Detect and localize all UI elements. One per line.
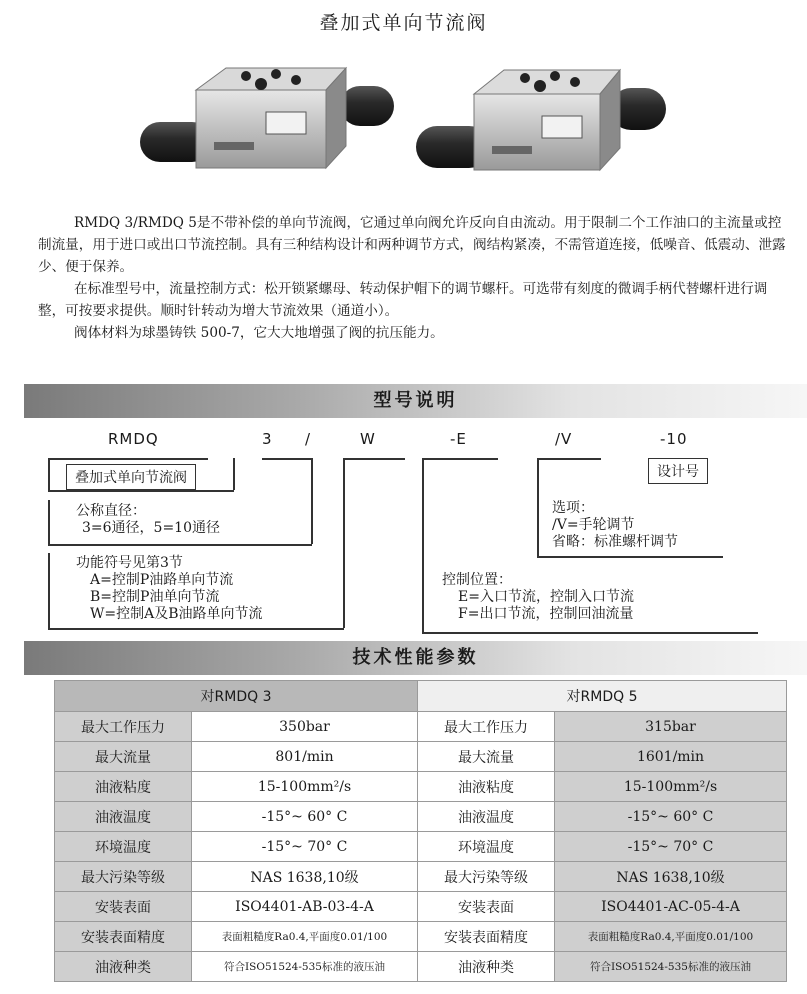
code-func: W — [360, 430, 376, 448]
table-row — [55, 832, 787, 862]
row-key-right: 油液种类 — [418, 952, 555, 982]
row-value-right: 表面粗糙度Ra0.4,平面度0.01/100 — [555, 922, 787, 952]
series-box: 叠加式单向节流阀 — [66, 464, 196, 490]
row-value-left: -15°~ 70° C — [192, 832, 418, 862]
pos-f: F=出口节流，控制回油流量 — [458, 606, 634, 622]
line-size-left — [48, 500, 50, 544]
row-value-left: 符合ISO51524-535标准的液压油 — [192, 952, 418, 982]
row-key: 油液温度 — [55, 802, 192, 832]
intro-para-1: RMDQ 3/RMDQ 5是不带补偿的单向节流阀，它通过单向阀允许反向自由流动。用于限制二个工作油口的主流量或控制流量，用于进口或出口节流控制。具有三种结构设计和两种调节方式，阀结构紧凑，不需管道连接，低噪音、低震动、泄露少、便于保养。 — [38, 215, 786, 275]
row-key-right: 油液温度 — [418, 802, 555, 832]
row-value-left: ISO4401-AB-03-4-A — [192, 892, 418, 922]
row-value-left: -15°~ 60° C — [192, 802, 418, 832]
row-key-right: 最大流量 — [418, 742, 555, 772]
row-value-right: -15°~ 60° C — [555, 802, 787, 832]
line-func-bottom — [48, 628, 344, 630]
page-title: 叠加式单向节流阀 — [319, 12, 488, 34]
func-w: W=控制A及B油路单向节流 — [90, 606, 263, 622]
code-series: RMDQ — [108, 430, 159, 448]
table-row — [55, 922, 787, 952]
col-right-header: 对RMDQ 5 — [418, 681, 787, 712]
row-value-right: 15-100mm²/s — [555, 772, 787, 802]
row-key-right: 油液粘度 — [418, 772, 555, 802]
code-size: 3 — [262, 430, 273, 448]
row-key: 安装表面 — [55, 892, 192, 922]
row-key: 安装表面精度 — [55, 922, 192, 952]
line-series-right — [233, 458, 235, 490]
table-row — [55, 802, 787, 832]
pos-label: 控制位置： — [442, 572, 512, 588]
model-section-title: 型号说明 — [24, 384, 807, 418]
pos-e: E=入口节流，控制入口节流 — [458, 589, 634, 605]
line-pos-top — [422, 458, 498, 460]
options-label: 选项： — [552, 500, 594, 516]
line-series-bottom — [48, 490, 234, 492]
row-value-right: 符合ISO51524-535标准的液压油 — [555, 952, 787, 982]
option-2: 省略：标准螺杆调节 — [552, 534, 678, 550]
row-value-left: 350bar — [192, 712, 418, 742]
row-value-right: -15°~ 70° C — [555, 832, 787, 862]
table-row — [55, 712, 787, 742]
line-pos-left — [422, 458, 424, 632]
code-opt: /V — [555, 430, 573, 448]
table-row — [55, 742, 787, 772]
row-value-right: 1601/min — [555, 742, 787, 772]
line-series-top — [48, 458, 208, 460]
line-pos-bottom — [422, 632, 758, 634]
option-1: /V=手轮调节 — [552, 517, 635, 533]
row-key: 油液粘度 — [55, 772, 192, 802]
row-key-right: 安装表面 — [418, 892, 555, 922]
valve-photo-left — [136, 50, 396, 190]
row-key: 油液种类 — [55, 952, 192, 982]
intro-para-2: 在标准型号中，流量控制方式：松开锁紧螺母、转动保护帽下的调节螺杆。可选带有刻度的微调手柄代替螺杆进行调整，可按要求提供。顺时针转动为增大节流效果（通道小）。 — [38, 281, 768, 319]
intro-para-3: 阀体材料为球墨铸铁 500-7，它大大地增强了阀的抗压能力。 — [74, 325, 444, 341]
spec-table — [54, 680, 787, 982]
design-box: 设计号 — [648, 458, 708, 484]
table-row — [55, 772, 787, 802]
size-label: 公称直径： — [76, 503, 146, 519]
row-key: 环境温度 — [55, 832, 192, 862]
line-size-top — [262, 458, 312, 460]
row-key: 最大工作压力 — [55, 712, 192, 742]
row-key-right: 环境温度 — [418, 832, 555, 862]
size-desc: 3=6通径，5=10通径 — [82, 520, 220, 536]
line-size-bottom — [48, 544, 312, 546]
intro-text — [38, 212, 786, 344]
table-row — [55, 952, 787, 982]
col-left-header: 对RMDQ 3 — [55, 681, 418, 712]
line-func-left — [48, 553, 50, 628]
code-design: -10 — [660, 430, 688, 448]
code-pos: -E — [450, 430, 467, 448]
line-opt-bottom — [537, 556, 723, 558]
func-label: 功能符号见第3节 — [76, 555, 183, 571]
table-row — [55, 862, 787, 892]
table-row — [55, 892, 787, 922]
line-func-right — [343, 458, 345, 628]
line-series-left — [48, 458, 50, 490]
row-key-right: 最大污染等级 — [418, 862, 555, 892]
row-key: 最大污染等级 — [55, 862, 192, 892]
code-sep: / — [305, 430, 312, 448]
row-key-right: 最大工作压力 — [418, 712, 555, 742]
row-key: 最大流量 — [55, 742, 192, 772]
row-value-left: 表面粗糙度Ra0.4,平面度0.01/100 — [192, 922, 418, 952]
line-func-top — [343, 458, 405, 460]
row-value-right: NAS 1638,10级 — [555, 862, 787, 892]
row-value-right: 315bar — [555, 712, 787, 742]
line-size-right — [311, 458, 313, 544]
spec-section-title: 技术性能参数 — [24, 641, 807, 675]
line-opt-top — [537, 458, 601, 460]
row-value-right: ISO4401-AC-05-4-A — [555, 892, 787, 922]
row-value-left: 15-100mm²/s — [192, 772, 418, 802]
row-key-right: 安装表面精度 — [418, 922, 555, 952]
row-value-left: 801/min — [192, 742, 418, 772]
line-opt-left — [537, 458, 539, 556]
valve-photo-right — [410, 50, 670, 190]
row-value-left: NAS 1638,10级 — [192, 862, 418, 892]
func-b: B=控制P油单向节流 — [90, 589, 220, 605]
func-a: A=控制P油路单向节流 — [90, 572, 234, 588]
